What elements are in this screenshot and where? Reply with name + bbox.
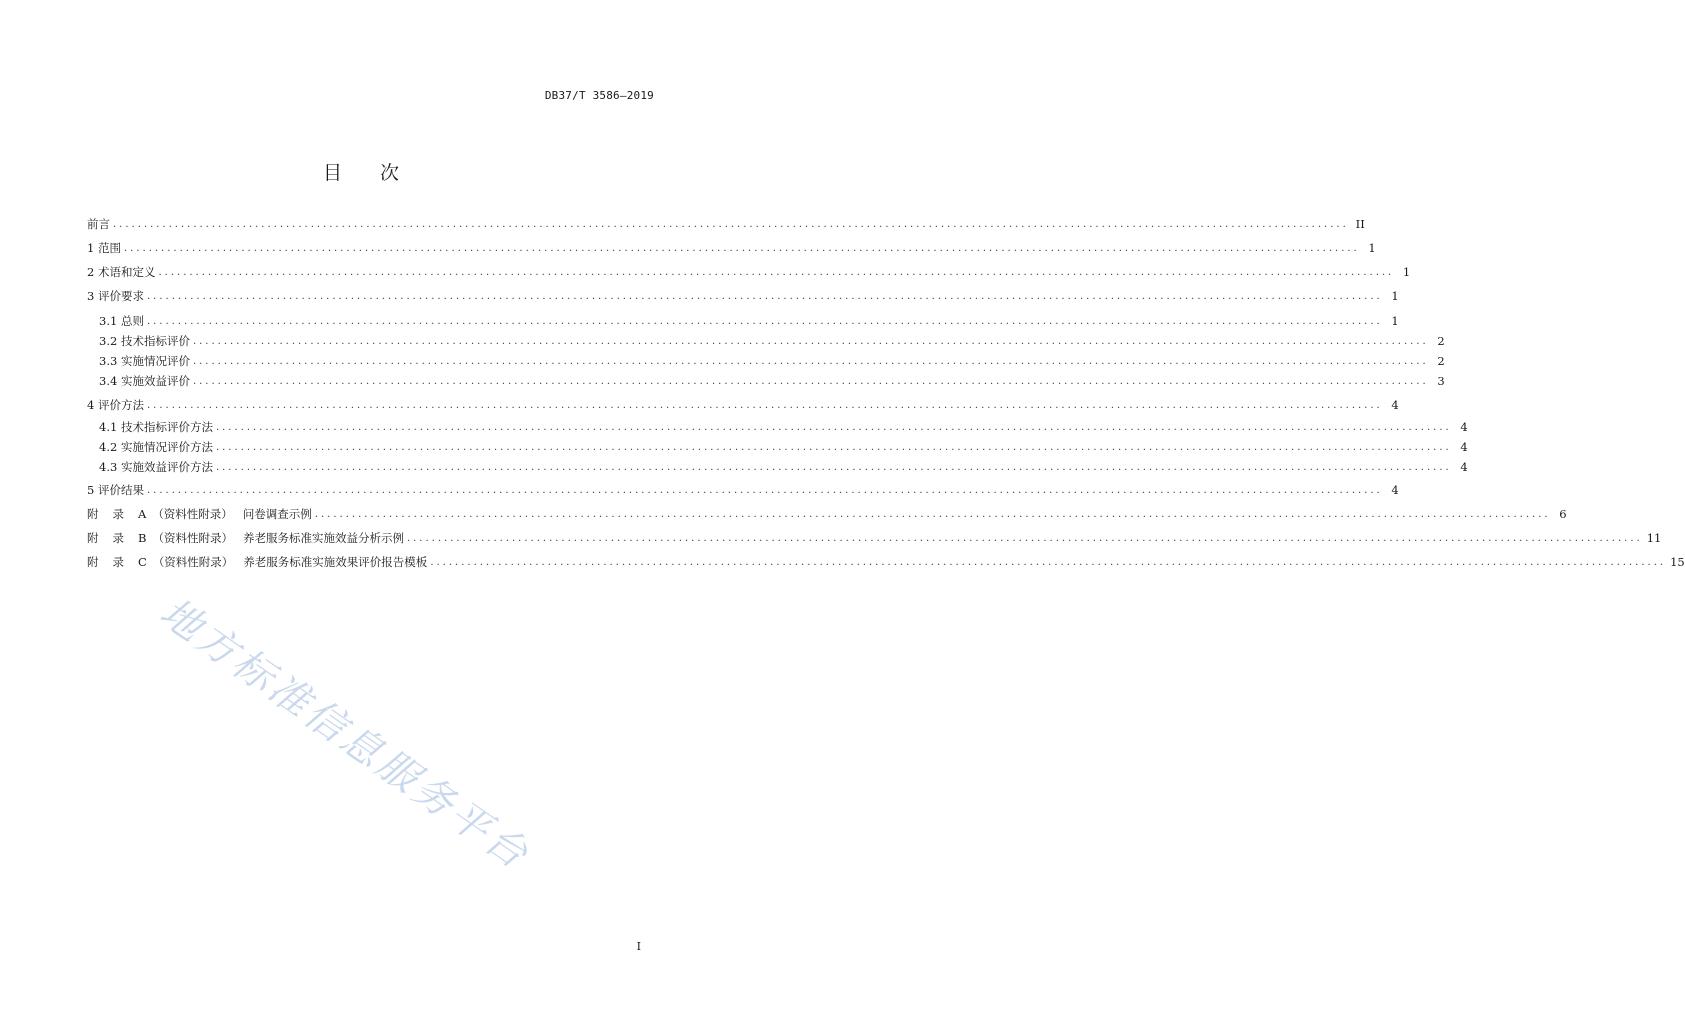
toc-entry-page: 1 bbox=[1391, 314, 1399, 328]
toc-leader-dots: ........................................................................................................................................................................................................ bbox=[192, 336, 1429, 347]
appendix-letter: C bbox=[138, 555, 147, 569]
toc-leader-dots: ........................................................................................................................................................................................................ bbox=[215, 442, 1452, 453]
toc-appendix-label bbox=[87, 554, 430, 570]
toc-entry-label: 前言 bbox=[87, 217, 110, 231]
toc-entry[interactable] bbox=[99, 313, 1399, 329]
toc-entry[interactable] bbox=[99, 459, 1468, 475]
toc-entry-label: 5 评价结果 bbox=[87, 483, 144, 497]
toc-entry[interactable] bbox=[99, 419, 1468, 435]
appendix-word: 附录 bbox=[87, 531, 138, 545]
appendix-kind: （资料性附录） bbox=[152, 555, 234, 569]
toc-entry-label: 3.1 总则 bbox=[99, 314, 144, 328]
title-char-2: 次 bbox=[380, 162, 402, 184]
toc-appendix-entry[interactable] bbox=[87, 554, 1685, 570]
toc-entry-page: 2 bbox=[1437, 354, 1445, 368]
toc-entry-label: 2 术语和定义 bbox=[87, 265, 156, 279]
toc-entry[interactable] bbox=[87, 482, 1399, 498]
toc-entry-page: 4 bbox=[1460, 460, 1468, 474]
toc-leader-dots: ........................................................................................................................................................................................................ bbox=[113, 219, 1349, 230]
appendix-kind: （资料性附录） bbox=[152, 507, 233, 521]
toc-entry-label: 3.3 实施情况评价 bbox=[99, 354, 190, 368]
toc-entry[interactable] bbox=[99, 353, 1445, 369]
toc-entry-page: 3 bbox=[1437, 374, 1445, 388]
toc-entry-page: 4 bbox=[1460, 440, 1468, 454]
toc-entry-label: 4.2 实施情况评价方法 bbox=[99, 440, 213, 454]
toc-entry[interactable] bbox=[87, 240, 1376, 256]
footer-page-number: I bbox=[636, 940, 641, 953]
toc-appendix-page: 15 bbox=[1670, 555, 1685, 569]
toc-entry-page: 2 bbox=[1437, 334, 1445, 348]
toc-entry-page: 1 bbox=[1402, 265, 1411, 279]
toc-leader-dots: ........................................................................................................................................................................................................ bbox=[123, 243, 1360, 254]
toc-leader-dots: ........................................................................................................................................................................................................ bbox=[430, 557, 1667, 568]
toc-entry[interactable] bbox=[87, 288, 1399, 304]
toc-leader-dots: ........................................................................................................................................................................................................ bbox=[158, 267, 1395, 278]
appendix-word: 附录 bbox=[87, 555, 138, 569]
toc-entry-label: 4.1 技术指标评价方法 bbox=[99, 420, 213, 434]
toc-entry-page: 4 bbox=[1391, 483, 1399, 497]
toc-appendix-label bbox=[87, 506, 315, 522]
standard-code: DB37/T 3586—2019 bbox=[544, 89, 654, 102]
toc-leader-dots: ........................................................................................................................................................................................................ bbox=[406, 533, 1643, 544]
toc-entry-page: 4 bbox=[1391, 398, 1399, 412]
toc-entry-page: 1 bbox=[1368, 241, 1376, 255]
toc-entry[interactable] bbox=[99, 439, 1468, 455]
toc-leader-dots: ........................................................................................................................................................................................................ bbox=[192, 376, 1429, 387]
toc-leader-dots: ........................................................................................................................................................................................................ bbox=[215, 422, 1452, 433]
toc-entry-label: 3.2 技术指标评价 bbox=[99, 334, 190, 348]
toc-entry-label: 4 评价方法 bbox=[87, 398, 144, 412]
toc-leader-dots: ........................................................................................................................................................................................................ bbox=[146, 316, 1383, 327]
toc-entry[interactable] bbox=[87, 216, 1365, 232]
toc-appendix-page: 11 bbox=[1646, 531, 1662, 545]
watermark: 地方标准信息服务平台 bbox=[151, 589, 539, 880]
appendix-word: 附录 bbox=[87, 507, 138, 521]
appendix-kind: （资料性附录） bbox=[152, 531, 233, 545]
toc-entry[interactable] bbox=[99, 333, 1445, 349]
toc-leader-dots: ........................................................................................................................................................................................................ bbox=[215, 462, 1452, 473]
appendix-letter: A bbox=[138, 507, 147, 521]
toc-entry[interactable] bbox=[87, 397, 1399, 413]
toc-entry[interactable] bbox=[99, 373, 1445, 389]
toc-entry-label: 3 评价要求 bbox=[87, 289, 144, 303]
toc-leader-dots: ........................................................................................................................................................................................................ bbox=[314, 509, 1551, 520]
appendix-title: 养老服务标准实施效益分析示例 bbox=[242, 531, 404, 545]
appendix-title: 问卷调查示例 bbox=[242, 507, 312, 521]
toc-leader-dots: ........................................................................................................................................................................................................ bbox=[146, 485, 1383, 496]
toc-appendix-entry[interactable] bbox=[87, 506, 1567, 522]
toc-entry-page: 4 bbox=[1460, 420, 1468, 434]
appendix-title: 养老服务标准实施效果评价报告模板 bbox=[243, 555, 428, 569]
toc-appendix-entry[interactable] bbox=[87, 530, 1662, 546]
title-char-1: 目 bbox=[322, 162, 344, 184]
toc-entry-label: 4.3 实施效益评价方法 bbox=[99, 460, 213, 474]
toc-entry[interactable] bbox=[87, 264, 1411, 280]
toc-appendix-label bbox=[87, 530, 407, 546]
appendix-letter: B bbox=[138, 531, 147, 545]
toc-leader-dots: ........................................................................................................................................................................................................ bbox=[146, 291, 1383, 302]
toc-leader-dots: ........................................................................................................................................................................................................ bbox=[192, 356, 1429, 367]
toc-entry-label: 1 范围 bbox=[87, 241, 121, 255]
toc-leader-dots: ........................................................................................................................................................................................................ bbox=[146, 400, 1383, 411]
toc-entry-page: 1 bbox=[1391, 289, 1399, 303]
toc-entry-page: II bbox=[1355, 217, 1365, 231]
page-title bbox=[0, 158, 724, 185]
toc-entry-label: 3.4 实施效益评价 bbox=[99, 374, 190, 388]
toc-appendix-page: 6 bbox=[1559, 507, 1567, 521]
